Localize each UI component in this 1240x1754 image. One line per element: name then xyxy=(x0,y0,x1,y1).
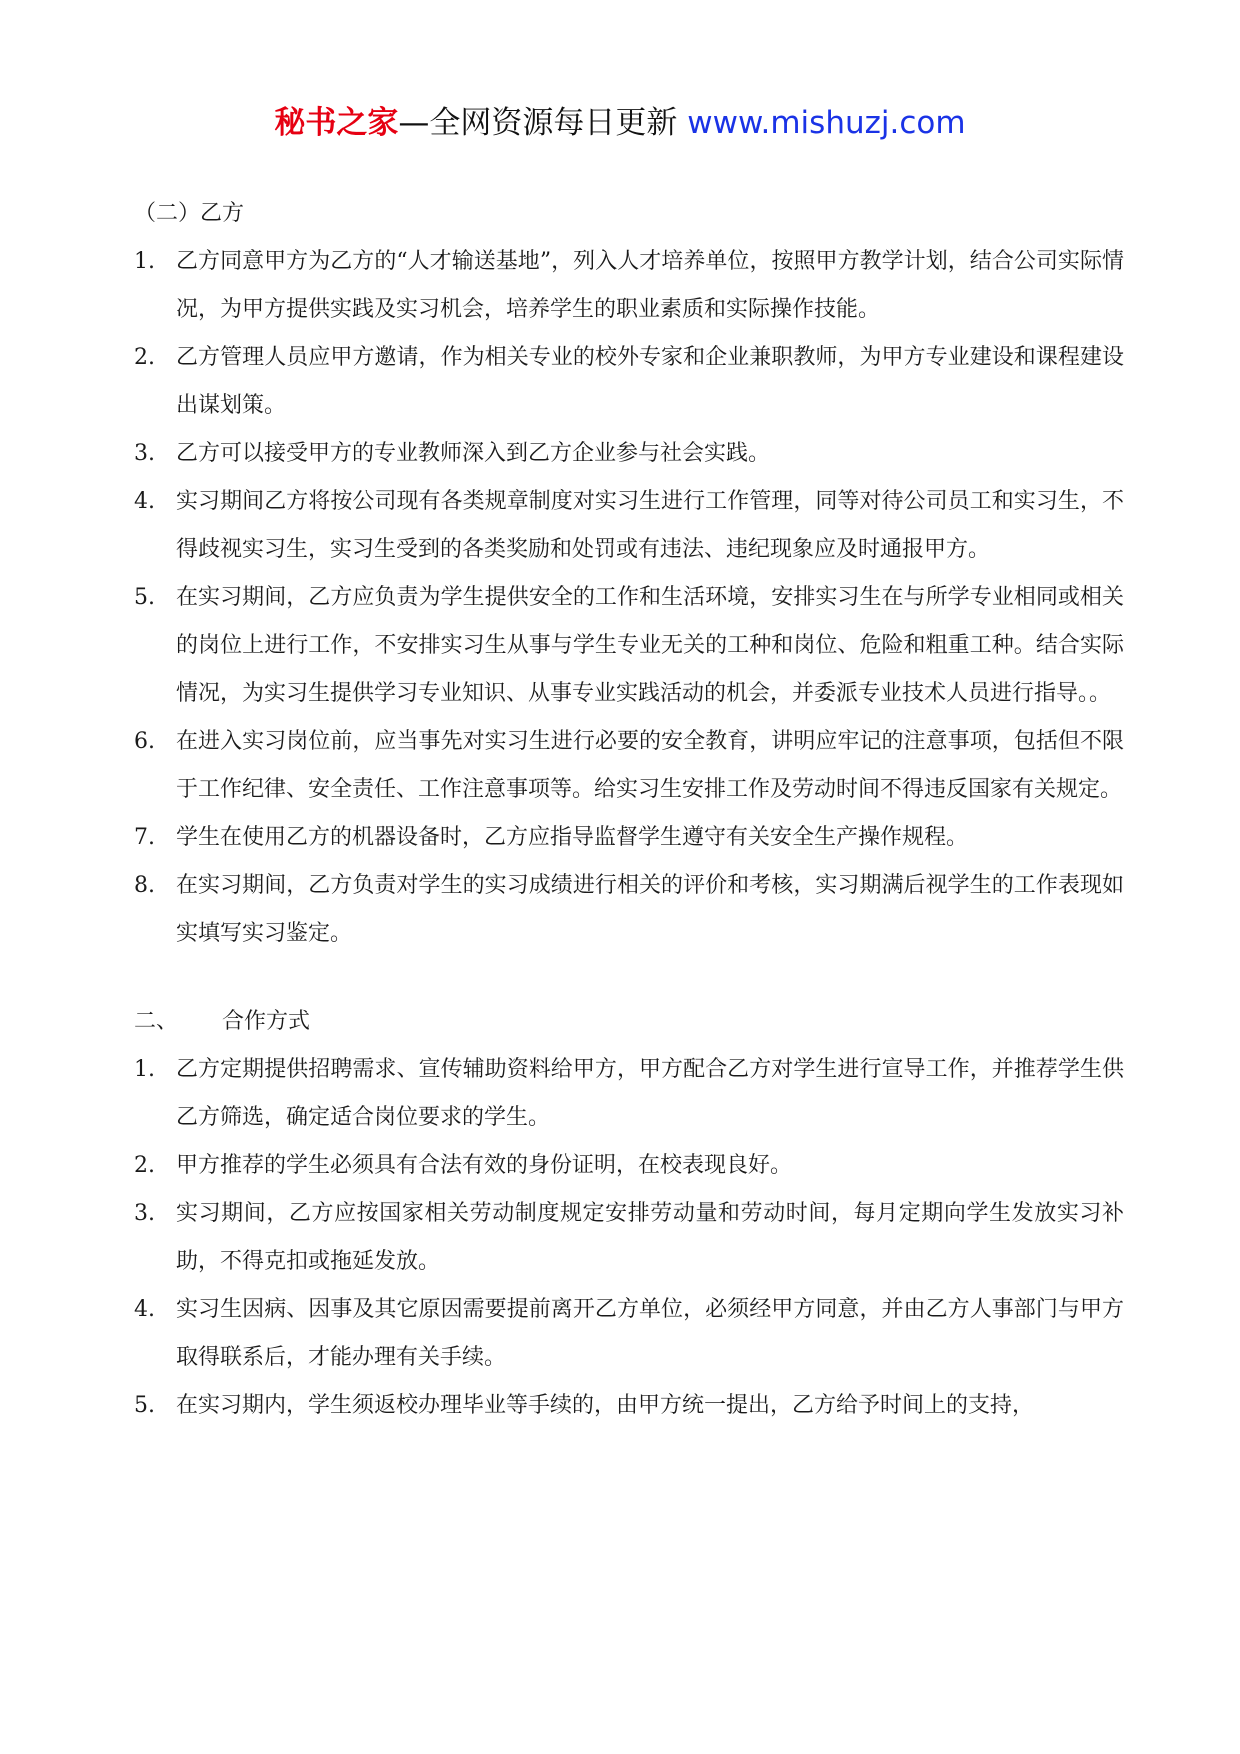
item-text: 乙方管理人员应甲方邀请，作为相关专业的校外专家和企业兼职教师，为甲方专业建设和课程建设出谋划策。 xyxy=(176,345,1124,418)
list-item xyxy=(134,814,1124,862)
item-number: 5. xyxy=(134,1393,155,1418)
item-number: 2. xyxy=(134,1153,155,1178)
item-text: 实习期间，乙方应按国家相关劳动制度规定安排劳动量和劳动时间，每月定期向学生发放实习补助，不得克扣或拖延发放。 xyxy=(176,1201,1124,1274)
cooperation-heading xyxy=(134,998,1124,1046)
item-number: 3. xyxy=(134,1201,155,1226)
section-title: 合作方式 xyxy=(222,1009,311,1034)
document-body xyxy=(134,190,1124,1430)
item-text: 乙方同意甲方为乙方的“人才输送基地”，列入人才培养单位，按照甲方教学计划，结合公司实际情况，为甲方提供实践及实习机会，培养学生的职业素质和实际操作技能。 xyxy=(176,249,1124,322)
list-item xyxy=(134,574,1124,718)
item-text: 实习生因病、因事及其它原因需要提前离开乙方单位，必须经甲方同意，并由乙方人事部门与甲方取得联系后，才能办理有关手续。 xyxy=(176,1297,1124,1370)
item-number: 8. xyxy=(134,873,155,898)
site-url[interactable]: www.mishuzj.com xyxy=(687,105,966,141)
item-number: 1. xyxy=(134,249,155,274)
item-number: 6. xyxy=(134,729,155,754)
item-text: 乙方定期提供招聘需求、宣传辅助资料给甲方，甲方配合乙方对学生进行宣导工作，并推荐学生供乙方筛选，确定适合岗位要求的学生。 xyxy=(176,1057,1124,1130)
item-number: 4. xyxy=(134,489,155,514)
site-header xyxy=(0,98,1240,148)
item-text: 学生在使用乙方的机器设备时，乙方应指导监督学生遵守有关安全生产操作规程。 xyxy=(176,825,969,850)
list-item xyxy=(134,430,1124,478)
list-item xyxy=(134,1286,1124,1382)
item-text: 在实习期内，学生须返校办理毕业等手续的，由甲方统一提出，乙方给予时间上的支持， xyxy=(176,1393,1035,1418)
list-item xyxy=(134,718,1124,814)
list-item xyxy=(134,1382,1124,1430)
section-number: 二、 xyxy=(134,1009,179,1034)
item-text: 乙方可以接受甲方的专业教师深入到乙方企业参与社会实践。 xyxy=(176,441,771,466)
list-item xyxy=(134,238,1124,334)
brand-name: 秘书之家 xyxy=(274,105,399,141)
list-item xyxy=(134,1046,1124,1142)
item-number: 5. xyxy=(134,585,155,610)
item-number: 7. xyxy=(134,825,155,850)
list-item xyxy=(134,862,1124,958)
header-tagline: —全网资源每日更新 xyxy=(398,105,678,141)
item-text: 在进入实习岗位前，应当事先对实习生进行必要的安全教育，讲明应牢记的注意事项，包括但不限于工作纪律、安全责任、工作注意事项等。给实习生安排工作及劳动时间不得违反国家有关规定。 xyxy=(176,729,1124,802)
item-text: 在实习期间，乙方应负责为学生提供安全的工作和生活环境，安排实习生在与所学专业相同或相关的岗位上进行工作，不安排实习生从事与学生专业无关的工种和岗位、危险和粗重工种。结合实际情况，为实习生提供学习专业知识、从事专业实践活动的机会，并委派专业技术人员进行指导。。 xyxy=(176,585,1124,706)
item-text: 实习期间乙方将按公司现有各类规章制度对实习生进行工作管理，同等对待公司员工和实习生，不得歧视实习生，实习生受到的各类奖励和处罚或有违法、违纪现象应及时通报甲方。 xyxy=(176,489,1124,562)
list-item xyxy=(134,478,1124,574)
party-b-list xyxy=(134,238,1124,958)
item-number: 1. xyxy=(134,1057,155,1082)
item-number: 4. xyxy=(134,1297,155,1322)
cooperation-list xyxy=(134,1046,1124,1430)
item-number: 3. xyxy=(134,441,155,466)
list-item xyxy=(134,1142,1124,1190)
party-b-heading: （二）乙方 xyxy=(134,201,245,226)
list-item xyxy=(134,334,1124,430)
item-number: 2. xyxy=(134,345,155,370)
list-item xyxy=(134,1190,1124,1286)
item-text: 甲方推荐的学生必须具有合法有效的身份证明，在校表现良好。 xyxy=(176,1153,793,1178)
item-text: 在实习期间，乙方负责对学生的实习成绩进行相关的评价和考核，实习期满后视学生的工作表现如实填写实习鉴定。 xyxy=(176,873,1124,946)
